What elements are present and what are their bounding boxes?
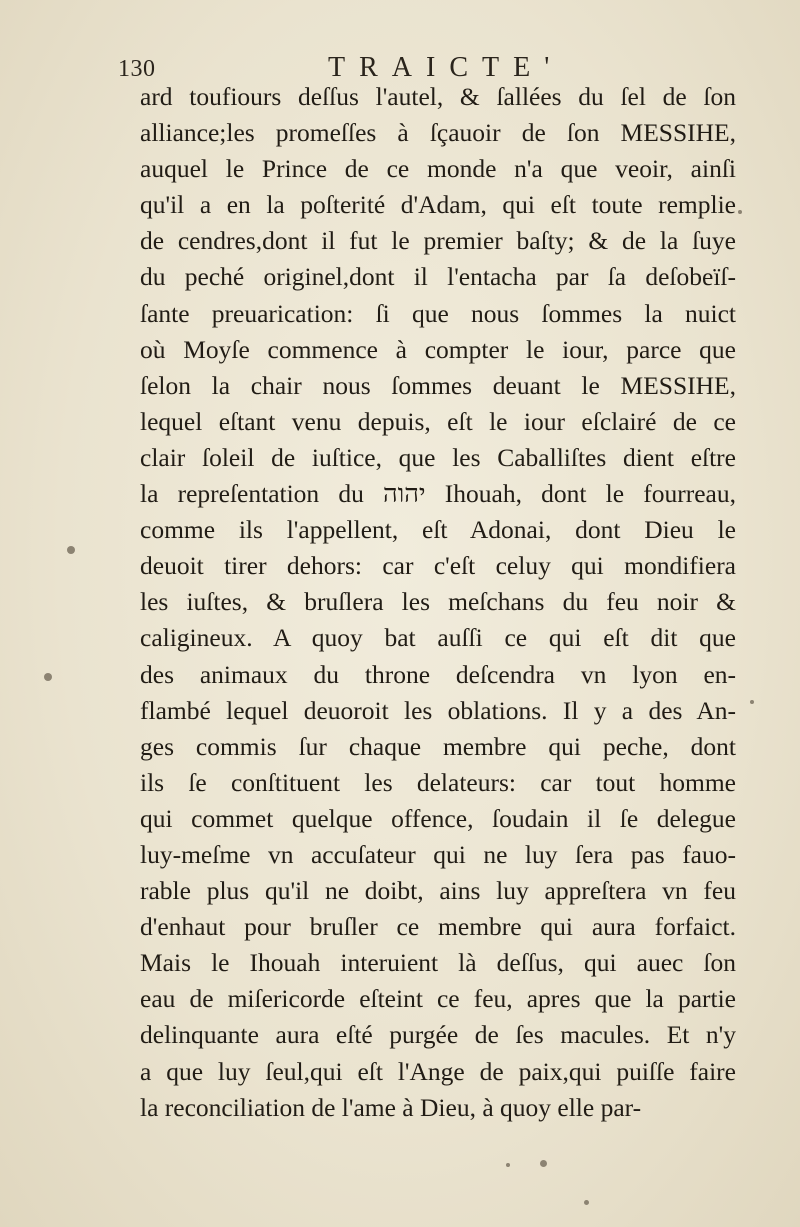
text-line: du peché originel,dont il l'entacha par ſa deſobeïſ- [140, 262, 736, 292]
text-line: qu'il a en la poſterité d'Adam, qui eſt toute remplie [140, 190, 736, 220]
text-line: luy-meſme vn accuſateur qui ne luy ſera pas fauo- [140, 839, 736, 869]
paper-speck [738, 210, 742, 214]
text-line: ges commis ſur chaque membre qui peche, dont [140, 731, 736, 761]
text-line: a que luy ſeul,qui eſt l'Ange de paix,qui puiſſe faire [140, 1056, 736, 1086]
text-line: alliance;les promeſſes à ſçauoir de ſon MESSIHE, [140, 118, 736, 148]
running-title: TRAICTE' [328, 52, 564, 83]
paper-speck [506, 1163, 510, 1167]
text-line: delinquante aura eſté purgée de ſes macules. Et n'y [140, 1020, 736, 1050]
paper-speck [44, 673, 52, 681]
text-line: ils ſe conſtituent les delateurs: car tout homme [140, 767, 736, 797]
text-line: qui commet quelque offence, ſoudain il ſe delegue [140, 803, 736, 833]
text-line: caligineux. A quoy bat auſſi ce qui eſt dit que [140, 623, 736, 653]
text-line: ard toufiours deſſus l'autel, & ſallées du ſel de ſon [140, 82, 736, 111]
text-line: comme ils l'appellent, eſt Adonai, dont Dieu le [140, 515, 736, 545]
text-line: Mais le Ihouah interuient là deſſus, qui auec ſon [140, 948, 736, 978]
paper-speck [584, 1200, 589, 1205]
text-line: flambé lequel deuoroit les oblations. Il y a des An- [140, 695, 736, 725]
paper-speck [750, 700, 754, 704]
text-line: la repreſentation du יהוה Ihouah, dont le fourreau, [140, 479, 736, 509]
text-line: eau de miſericorde eſteint ce feu, apres que la partie [140, 984, 736, 1014]
text-line: ſante preuarication: ſi que nous ſommes la nuict [140, 298, 736, 328]
text-line: ſelon la chair nous ſommes deuant le MESSIHE, [140, 370, 736, 400]
text-line: de cendres,dont il fut le premier baſty; & de la ſuye [140, 226, 736, 256]
text-line: deuoit tirer dehors: car c'eſt celuy qui mondifiera [140, 551, 736, 581]
text-line: la reconciliation de l'ame à Dieu, à quoy elle par- [140, 1092, 642, 1122]
paper-speck [540, 1160, 547, 1167]
text-line: des animaux du throne deſcendra vn lyon en- [140, 659, 736, 689]
paper-speck [67, 546, 75, 554]
body-text [140, 79, 736, 1126]
text-line: d'enhaut pour bruſler ce membre qui aura forfaict. [140, 912, 736, 942]
text-line: clair ſoleil de iuſtice, que les Caballiſtes dient eſtre [140, 442, 736, 472]
text-line: auquel le Prince de ce monde n'a que veoir, ainſi [140, 154, 736, 184]
text-line: où Moyſe commence à compter le iour, parce que [140, 334, 736, 364]
page-number: 130 [118, 56, 156, 82]
text-line: rable plus qu'il ne doibt, ains luy appreſtera vn feu [140, 876, 736, 906]
text-line: lequel eſtant venu depuis, eſt le iour eſclairé de ce [140, 406, 736, 436]
text-line: les iuſtes, & bruſlera les meſchans du feu noir & [140, 587, 736, 617]
